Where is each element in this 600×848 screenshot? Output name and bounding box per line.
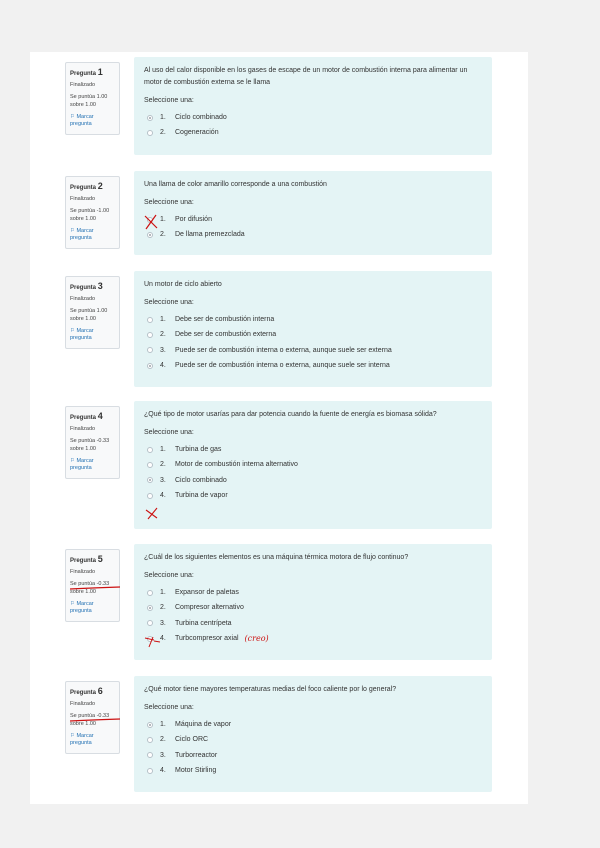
answer-option[interactable]: 2. Ciclo ORC xyxy=(144,732,482,747)
question-grade: Se puntúa 1.00 sobre 1.00 xyxy=(70,308,108,322)
answer-option[interactable]: 1. Expansor de paletas xyxy=(144,585,482,600)
radio-button[interactable] xyxy=(147,332,153,338)
radio-button[interactable] xyxy=(147,317,153,323)
question-status: Finalizado xyxy=(70,82,96,88)
answer-option[interactable]: 4. Motor Stirling xyxy=(144,763,482,778)
question-content xyxy=(134,57,492,155)
radio-button[interactable] xyxy=(147,737,153,743)
answer-option[interactable]: 3. Puede ser de combustión interna o externa, aunque suele ser externa xyxy=(144,343,482,358)
radio-button[interactable] xyxy=(147,620,153,626)
question-content xyxy=(134,544,492,660)
answer-list xyxy=(144,717,482,778)
question-label: Pregunta xyxy=(70,690,97,696)
answer-option[interactable]: 4. Puede ser de combustión interna o externa, aunque suele ser interna xyxy=(144,358,482,373)
answer-option[interactable]: 2. Cogeneración xyxy=(144,125,482,140)
quiz-review-page xyxy=(30,52,528,804)
radio-button[interactable] xyxy=(147,752,153,758)
answer-prompt: Seleccione una: xyxy=(144,429,194,436)
question-info xyxy=(65,62,120,135)
answer-option[interactable]: 3. Turbina centrípeta xyxy=(144,616,482,631)
flag-question-link[interactable]: ⚐ Marcar pregunta xyxy=(70,114,94,127)
question-number: 3 xyxy=(97,281,103,291)
radio-button[interactable] xyxy=(147,768,153,774)
flag-icon: ⚐ xyxy=(70,733,75,739)
flag-question-link[interactable]: ⚐ Marcar pregunta xyxy=(70,601,94,614)
question-status: Finalizado xyxy=(70,426,96,432)
question-number: 6 xyxy=(97,686,103,696)
flag-question-link[interactable]: ⚐ Marcar pregunta xyxy=(70,228,94,241)
answer-prompt: Seleccione una: xyxy=(144,572,194,579)
question-grade: Se puntúa 1.00 sobre 1.00 xyxy=(70,94,108,108)
answer-prompt: Seleccione una: xyxy=(144,704,194,711)
answer-option[interactable]: 2. De llama premezclada xyxy=(144,227,482,242)
radio-button[interactable] xyxy=(147,493,153,499)
question-info xyxy=(65,176,120,249)
question-info xyxy=(65,276,120,349)
answer-list xyxy=(144,312,482,373)
radio-button[interactable] xyxy=(147,130,153,136)
question-grade: Se puntúa -0.33 sobre 1.00 xyxy=(70,713,110,727)
question-content xyxy=(134,676,492,792)
radio-button[interactable] xyxy=(147,115,153,121)
answer-option[interactable]: 1. Máquina de vapor xyxy=(144,717,482,732)
answer-prompt: Seleccione una: xyxy=(144,299,194,306)
question-status: Finalizado xyxy=(70,569,96,575)
radio-button[interactable] xyxy=(147,722,153,728)
question-status: Finalizado xyxy=(70,196,96,202)
answer-option[interactable]: 1. Por difusión xyxy=(144,212,482,227)
answer-list xyxy=(144,585,482,646)
answer-option[interactable]: 2. Motor de combustión interna alternativo xyxy=(144,457,482,472)
answer-option[interactable]: 4. Turbina de vapor xyxy=(144,488,482,503)
question-number: 2 xyxy=(97,181,103,191)
flag-icon: ⚐ xyxy=(70,601,75,607)
question-grade: Se puntúa -0.33 sobre 1.00 xyxy=(70,438,110,452)
radio-button[interactable] xyxy=(147,462,153,468)
question-content xyxy=(134,271,492,387)
question-info xyxy=(65,406,120,479)
flag-icon: ⚐ xyxy=(70,328,75,334)
question-content xyxy=(134,401,492,529)
question-text: Al uso del calor disponible en los gases de escape de un motor de combustión interna para alimentar un motor de combustión externa se le llama xyxy=(144,67,468,86)
question-label: Pregunta xyxy=(70,285,97,291)
answer-option[interactable]: 1. Turbina de gas xyxy=(144,442,482,457)
flag-icon: ⚐ xyxy=(70,228,75,234)
answer-prompt: Seleccione una: xyxy=(144,199,194,206)
question-info xyxy=(65,549,120,622)
flag-question-link[interactable]: ⚐ Marcar pregunta xyxy=(70,328,94,341)
answer-option[interactable]: 2. Compresor alternativo xyxy=(144,600,482,615)
handwritten-note: (creo) xyxy=(244,634,269,644)
answer-list xyxy=(144,110,482,141)
answer-option[interactable]: 3. Ciclo combinado xyxy=(144,473,482,488)
radio-button[interactable] xyxy=(147,590,153,596)
question-status: Finalizado xyxy=(70,296,96,302)
radio-button[interactable] xyxy=(147,363,153,369)
question-label: Pregunta xyxy=(70,558,97,564)
question-label: Pregunta xyxy=(70,71,97,77)
flag-question-link[interactable]: ⚐ Marcar pregunta xyxy=(70,458,94,471)
question-number: 4 xyxy=(97,411,103,421)
question-number: 1 xyxy=(97,67,103,77)
question-text: ¿Qué motor tiene mayores temperaturas medias del foco caliente por lo general? xyxy=(144,686,397,693)
question-text: Una llama de color amarillo corresponde a una combustión xyxy=(144,181,327,188)
question-grade: Se puntúa -1.00 sobre 1.00 xyxy=(70,208,110,222)
answer-prompt: Seleccione una: xyxy=(144,97,194,104)
radio-button[interactable] xyxy=(147,447,153,453)
question-label: Pregunta xyxy=(70,185,97,191)
question-number: 5 xyxy=(97,554,103,564)
question-content xyxy=(134,171,492,255)
radio-button[interactable] xyxy=(147,605,153,611)
question-text: Un motor de ciclo abierto xyxy=(144,281,222,288)
flag-icon: ⚐ xyxy=(70,458,75,464)
radio-button[interactable] xyxy=(147,347,153,353)
answer-option[interactable]: 4. Turbcompresor axial (creo) xyxy=(144,631,482,646)
answer-list xyxy=(144,212,482,243)
radio-button[interactable] xyxy=(147,477,153,483)
answer-option[interactable]: 1. Ciclo combinado xyxy=(144,110,482,125)
question-text: ¿Cuál de los siguientes elementos es una máquina térmica motora de flujo continuo? xyxy=(144,554,409,561)
radio-button[interactable] xyxy=(147,217,153,223)
radio-button[interactable] xyxy=(147,636,153,642)
answer-option[interactable]: 1. Debe ser de combustión interna xyxy=(144,312,482,327)
flag-icon: ⚐ xyxy=(70,114,75,120)
question-grade: Se puntúa -0.33 sobre 1.00 xyxy=(70,581,110,595)
question-label: Pregunta xyxy=(70,415,97,421)
flag-question-link[interactable]: ⚐ Marcar pregunta xyxy=(70,733,94,746)
answer-option[interactable]: 2. Debe ser de combustión externa xyxy=(144,327,482,342)
answer-option[interactable]: 3. Turborreactor xyxy=(144,748,482,763)
question-info xyxy=(65,681,120,754)
question-status: Finalizado xyxy=(70,701,96,707)
question-text: ¿Qué tipo de motor usarías para dar potencia cuando la fuente de energía es biomasa sólida? xyxy=(144,411,437,418)
radio-button[interactable] xyxy=(147,232,153,238)
answer-list xyxy=(144,442,482,503)
